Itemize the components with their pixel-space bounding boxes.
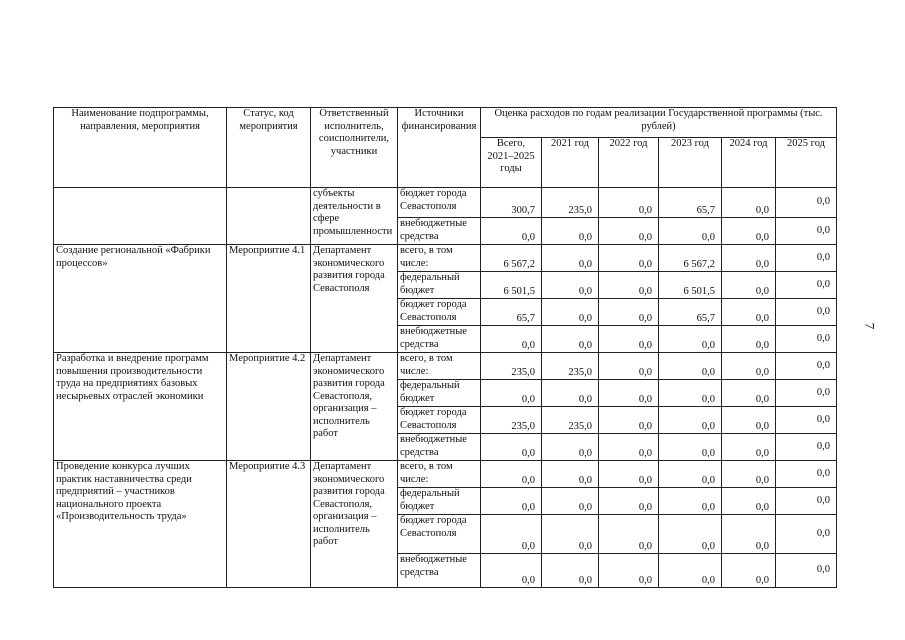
source-cell: внебюджетные средства xyxy=(398,554,481,588)
value-cell: 0,0 xyxy=(599,245,659,272)
header-sources: Источники финансирования xyxy=(398,108,481,188)
value-cell: 0,0 xyxy=(776,461,837,488)
value-cell: 0,0 xyxy=(659,407,722,434)
row-name-cell: Проведение конкурса лучших практик наставничества среди предприятий – участников национального проекта «Производительность труда» xyxy=(54,461,227,588)
source-cell: внебюджетные средства xyxy=(398,326,481,353)
value-cell: 0,0 xyxy=(659,380,722,407)
value-cell: 0,0 xyxy=(722,461,776,488)
value-cell: 0,0 xyxy=(599,188,659,218)
row-executor-cell: Департамент экономического развития города Севастополя, организация – исполнитель работ xyxy=(311,353,398,461)
value-cell: 0,0 xyxy=(481,461,542,488)
value-cell: 0,0 xyxy=(599,299,659,326)
value-cell: 0,0 xyxy=(542,272,599,299)
value-cell: 0,0 xyxy=(599,353,659,380)
value-cell: 65,7 xyxy=(659,299,722,326)
value-cell: 0,0 xyxy=(542,326,599,353)
value-cell: 0,0 xyxy=(722,188,776,218)
value-cell: 0,0 xyxy=(722,326,776,353)
value-cell: 235,0 xyxy=(542,188,599,218)
value-cell: 0,0 xyxy=(659,434,722,461)
source-cell: внебюджетные средства xyxy=(398,218,481,245)
source-cell: всего, в том числе: xyxy=(398,461,481,488)
source-cell: всего, в том числе: xyxy=(398,353,481,380)
value-cell: 0,0 xyxy=(599,554,659,588)
value-cell: 65,7 xyxy=(659,188,722,218)
source-cell: внебюджетные средства xyxy=(398,434,481,461)
row-status-cell: Мероприятие 4.2 xyxy=(227,353,311,461)
value-cell: 0,0 xyxy=(542,218,599,245)
row-executor-cell: субъекты деятельности в сфере промышленности xyxy=(311,188,398,245)
value-cell: 0,0 xyxy=(776,353,837,380)
value-cell: 0,0 xyxy=(599,380,659,407)
header-year-2024: 2024 год xyxy=(722,138,776,188)
value-cell: 0,0 xyxy=(776,488,837,515)
value-cell: 0,0 xyxy=(722,218,776,245)
value-cell: 0,0 xyxy=(776,434,837,461)
value-cell: 0,0 xyxy=(776,515,837,554)
value-cell: 0,0 xyxy=(722,245,776,272)
value-cell: 0,0 xyxy=(599,326,659,353)
row-executor-cell: Департамент экономического развития города Севастополя xyxy=(311,245,398,353)
value-cell: 0,0 xyxy=(776,272,837,299)
value-cell: 0,0 xyxy=(542,434,599,461)
value-cell: 0,0 xyxy=(659,461,722,488)
value-cell: 0,0 xyxy=(599,515,659,554)
value-cell: 0,0 xyxy=(776,380,837,407)
table-row xyxy=(54,188,837,218)
value-cell: 0,0 xyxy=(542,245,599,272)
row-name-cell xyxy=(54,188,227,245)
header-year-total: Всего, 2021–2025 годы xyxy=(481,138,542,188)
value-cell: 0,0 xyxy=(659,554,722,588)
table-row xyxy=(54,461,837,488)
value-cell: 0,0 xyxy=(599,407,659,434)
header-year-2021: 2021 год xyxy=(542,138,599,188)
value-cell: 0,0 xyxy=(659,353,722,380)
value-cell: 0,0 xyxy=(542,488,599,515)
value-cell: 0,0 xyxy=(542,554,599,588)
value-cell: 0,0 xyxy=(599,272,659,299)
value-cell: 235,0 xyxy=(542,353,599,380)
value-cell: 0,0 xyxy=(481,218,542,245)
value-cell: 300,7 xyxy=(481,188,542,218)
value-cell: 0,0 xyxy=(481,380,542,407)
expenses-table xyxy=(53,107,837,588)
header-estimate: Оценка расходов по годам реализации Государственной программы (тыс. рублей) xyxy=(481,108,837,138)
value-cell: 0,0 xyxy=(776,245,837,272)
source-cell: бюджет города Севастополя xyxy=(398,188,481,218)
table-row xyxy=(54,245,837,272)
row-name-cell: Разработка и внедрение программ повышения производительности труда на предприятиях базовых несырьевых отраслей экономики xyxy=(54,353,227,461)
value-cell: 0,0 xyxy=(542,380,599,407)
value-cell: 0,0 xyxy=(659,515,722,554)
value-cell: 0,0 xyxy=(776,299,837,326)
row-name-cell: Создание региональной «Фабрики процессов» xyxy=(54,245,227,353)
source-cell: бюджет города Севастополя xyxy=(398,407,481,434)
value-cell: 0,0 xyxy=(481,554,542,588)
row-status-cell xyxy=(227,188,311,245)
value-cell: 0,0 xyxy=(722,434,776,461)
table-row xyxy=(54,353,837,380)
value-cell: 0,0 xyxy=(659,326,722,353)
value-cell: 0,0 xyxy=(599,488,659,515)
value-cell: 0,0 xyxy=(599,218,659,245)
value-cell: 6 501,5 xyxy=(481,272,542,299)
source-cell: федеральный бюджет xyxy=(398,272,481,299)
header-year-2022: 2022 год xyxy=(599,138,659,188)
row-executor-cell: Департамент экономического развития города Севастополя, организация – исполнитель работ xyxy=(311,461,398,588)
value-cell: 6 567,2 xyxy=(481,245,542,272)
value-cell: 235,0 xyxy=(542,407,599,434)
value-cell: 0,0 xyxy=(722,554,776,588)
value-cell: 0,0 xyxy=(776,554,837,588)
value-cell: 0,0 xyxy=(722,488,776,515)
value-cell: 0,0 xyxy=(722,353,776,380)
value-cell: 0,0 xyxy=(542,299,599,326)
value-cell: 0,0 xyxy=(542,515,599,554)
value-cell: 0,0 xyxy=(481,326,542,353)
header-name: Наименование подпрограммы, направления, мероприятия xyxy=(54,108,227,188)
value-cell: 0,0 xyxy=(481,434,542,461)
header-status: Статус, код мероприятия xyxy=(227,108,311,188)
header-year-2025: 2025 год xyxy=(776,138,837,188)
source-cell: бюджет города Севастополя xyxy=(398,515,481,554)
source-cell: всего, в том числе: xyxy=(398,245,481,272)
value-cell: 0,0 xyxy=(722,272,776,299)
value-cell: 0,0 xyxy=(722,407,776,434)
value-cell: 0,0 xyxy=(599,434,659,461)
source-cell: федеральный бюджет xyxy=(398,488,481,515)
header-executor: Ответственный исполнитель, соисполнители, участники xyxy=(311,108,398,188)
value-cell: 0,0 xyxy=(722,299,776,326)
value-cell: 235,0 xyxy=(481,353,542,380)
value-cell: 65,7 xyxy=(481,299,542,326)
value-cell: 0,0 xyxy=(481,515,542,554)
value-cell: 0,0 xyxy=(659,488,722,515)
value-cell: 0,0 xyxy=(776,188,837,218)
page-number: 7 xyxy=(862,322,878,330)
value-cell: 0,0 xyxy=(776,218,837,245)
value-cell: 235,0 xyxy=(481,407,542,434)
source-cell: федеральный бюджет xyxy=(398,380,481,407)
header-year-2023: 2023 год xyxy=(659,138,722,188)
row-status-cell: Мероприятие 4.1 xyxy=(227,245,311,353)
value-cell: 0,0 xyxy=(776,326,837,353)
value-cell: 0,0 xyxy=(659,218,722,245)
row-status-cell: Мероприятие 4.3 xyxy=(227,461,311,588)
value-cell: 0,0 xyxy=(542,461,599,488)
value-cell: 6 501,5 xyxy=(659,272,722,299)
value-cell: 0,0 xyxy=(722,380,776,407)
value-cell: 6 567,2 xyxy=(659,245,722,272)
source-cell: бюджет города Севастополя xyxy=(398,299,481,326)
value-cell: 0,0 xyxy=(481,488,542,515)
value-cell: 0,0 xyxy=(776,407,837,434)
value-cell: 0,0 xyxy=(722,515,776,554)
value-cell: 0,0 xyxy=(599,461,659,488)
